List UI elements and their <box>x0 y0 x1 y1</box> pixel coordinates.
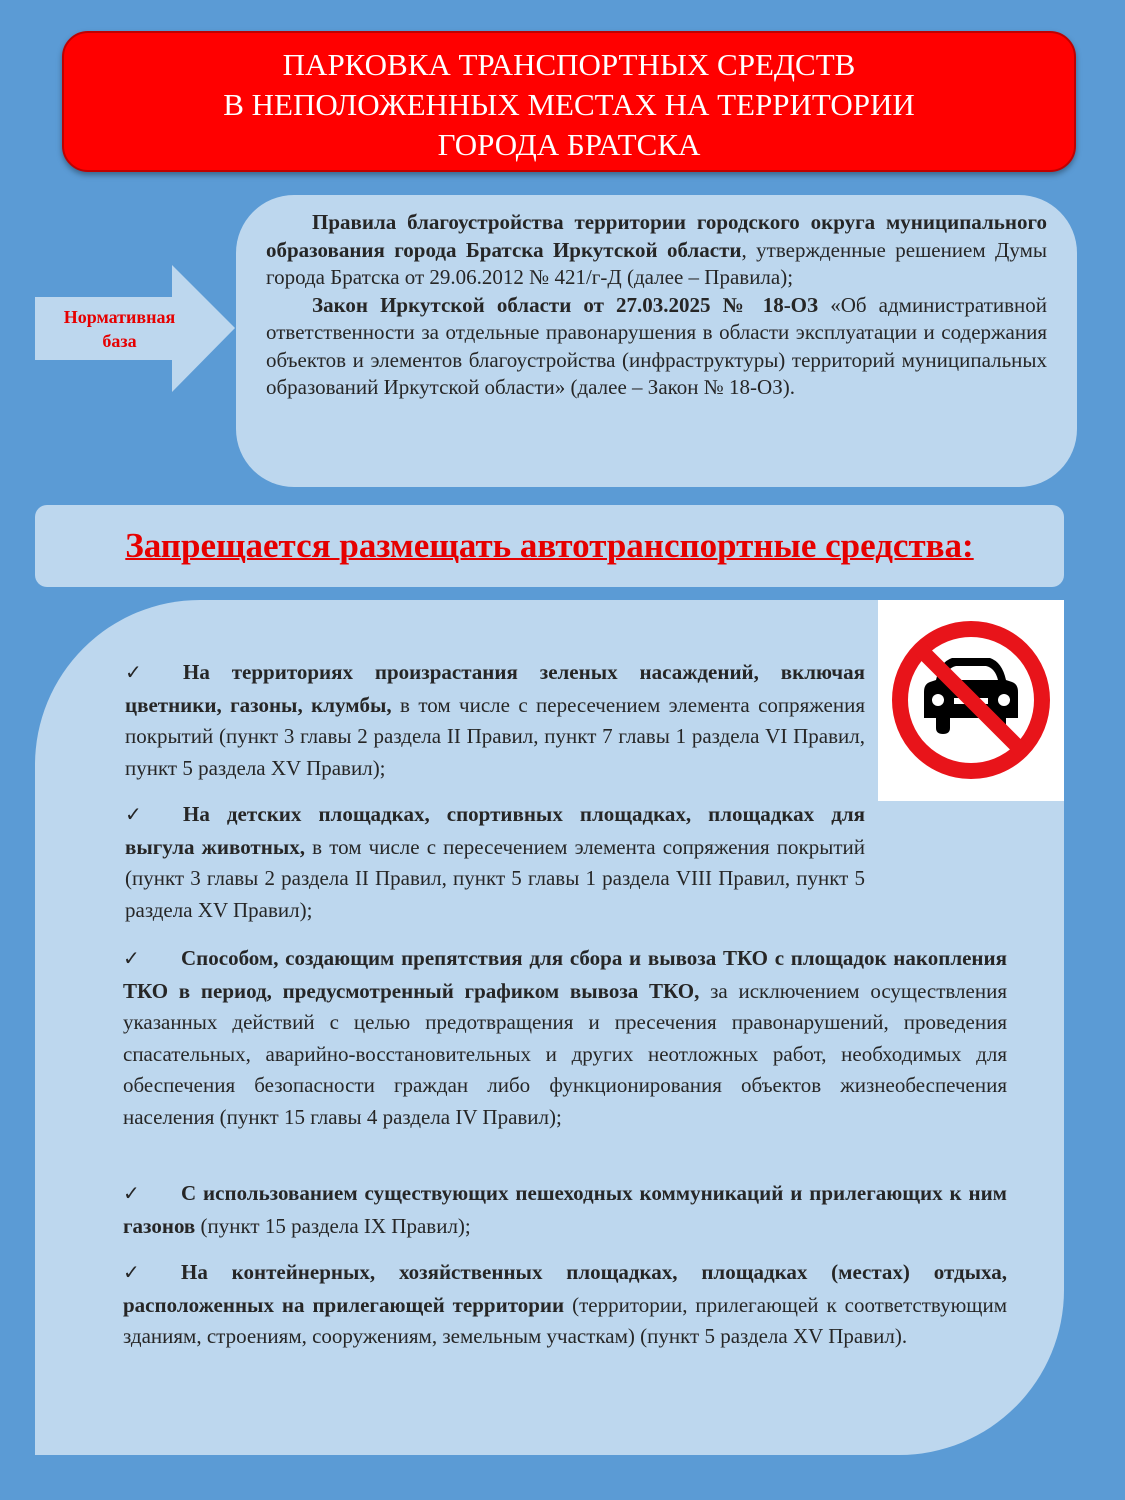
list-item <box>125 657 865 784</box>
normative-base-arrow <box>35 265 235 392</box>
law-reference <box>266 292 1047 402</box>
list-item-text: (территории, прилегающей к соответствующим зданиям, строениям, сооружениям, земельным участкам) (пункт 5 раздела XV Правил). <box>123 1292 1007 1348</box>
list-item-text: в том числе с пересечением элемента сопряжения покрытий (пункт 3 главы 2 раздела II Правил, пункт 7 главы 1 раздела VI Правил, пункт 5 раздела XV Правил); <box>125 692 865 780</box>
list-item <box>123 1178 1007 1242</box>
no-cars-sign-icon <box>878 600 1064 801</box>
prohibition-heading: Запрещается размещать автотранспортные средства: <box>125 526 974 565</box>
rules-details: , утвержденные решением Думы города Братска от 29.06.2012 № 421/г-Д (далее – Правила); <box>266 237 1047 289</box>
list-item-bold: Способом, создающим препятствия для сбора и вывоза ТКО с площадок накопления ТКО в период, предусмотренный графиком вывоза ТКО, <box>123 946 1007 1003</box>
list-item-text: за исключением осуществления указанных действий с целью предотвращения и пресечения правонарушений, проведения спасательных, аварийно-восстановительных и других неотложных работ, необходимых для обеспечения безопасности граждан либо функционирования объектов жизнеобеспечения населения (пункт 15 главы 4 раздела IV Правил); <box>123 978 1007 1129</box>
list-item-bold: На контейнерных, хозяйственных площадках, площадках (местах) отдыха, расположенных на прилегающей территории <box>123 1260 1007 1317</box>
checkmark-icon: ✓ <box>123 1262 140 1284</box>
list-item-text: (пункт 15 раздела IX Правил); <box>195 1213 471 1238</box>
list-item <box>123 1257 1007 1353</box>
checkmark-icon: ✓ <box>125 662 142 684</box>
normative-base-label-line-1: Нормативная <box>63 307 176 327</box>
checkmark-icon: ✓ <box>123 1183 140 1205</box>
checkmark-icon: ✓ <box>125 804 142 826</box>
list-item <box>125 799 865 926</box>
rules-title: Правила благоустройства территории городского округа муниципального образования города Братска Иркутской области <box>266 210 1047 262</box>
list-item-bold: На детских площадках, спортивных площадках, площадках для выгула животных, <box>125 802 865 859</box>
normative-base-label <box>47 305 192 353</box>
prohibition-header <box>35 505 1064 587</box>
list-item <box>123 943 1007 1133</box>
title-banner <box>62 31 1076 172</box>
law-title: Закон Иркутской области от 27.03.2025 № 18-ОЗ <box>312 292 819 317</box>
list-item-text: в том числе с пересечением элемента сопряжения покрытий (пункт 3 главы 2 раздела II Правил, пункт 5 главы 1 раздела VIII Правил, пункт 5 раздела XV Правил); <box>125 834 866 922</box>
rules-reference <box>266 209 1047 292</box>
list-item-bold: С использованием существующих пешеходных коммуникаций и прилегающих к ним газонов <box>123 1181 1007 1238</box>
normative-base-panel <box>236 195 1077 487</box>
normative-base-label-line-2: база <box>102 331 137 351</box>
title-line-2: В НЕПОЛОЖЕННЫХ МЕСТАХ НА ТЕРРИТОРИИ <box>223 87 915 122</box>
law-details: «Об административной ответственности за отдельные правонарушения в области эксплуатации и содержания объектов и элементов благоустройства (инфраструктуры) территорий муниципальных образований Иркутской области» (далее – Закон № 18-ОЗ). <box>266 292 1047 399</box>
title-line-1: ПАРКОВКА ТРАНСПОРТНЫХ СРЕДСТВ <box>282 47 856 82</box>
list-item-bold: На территориях произрастания зеленых насаждений, включая цветники, газоны, клумбы, <box>125 660 865 717</box>
checkmark-icon: ✓ <box>123 948 140 970</box>
title-line-3: ГОРОДА БРАТСКА <box>437 127 701 162</box>
